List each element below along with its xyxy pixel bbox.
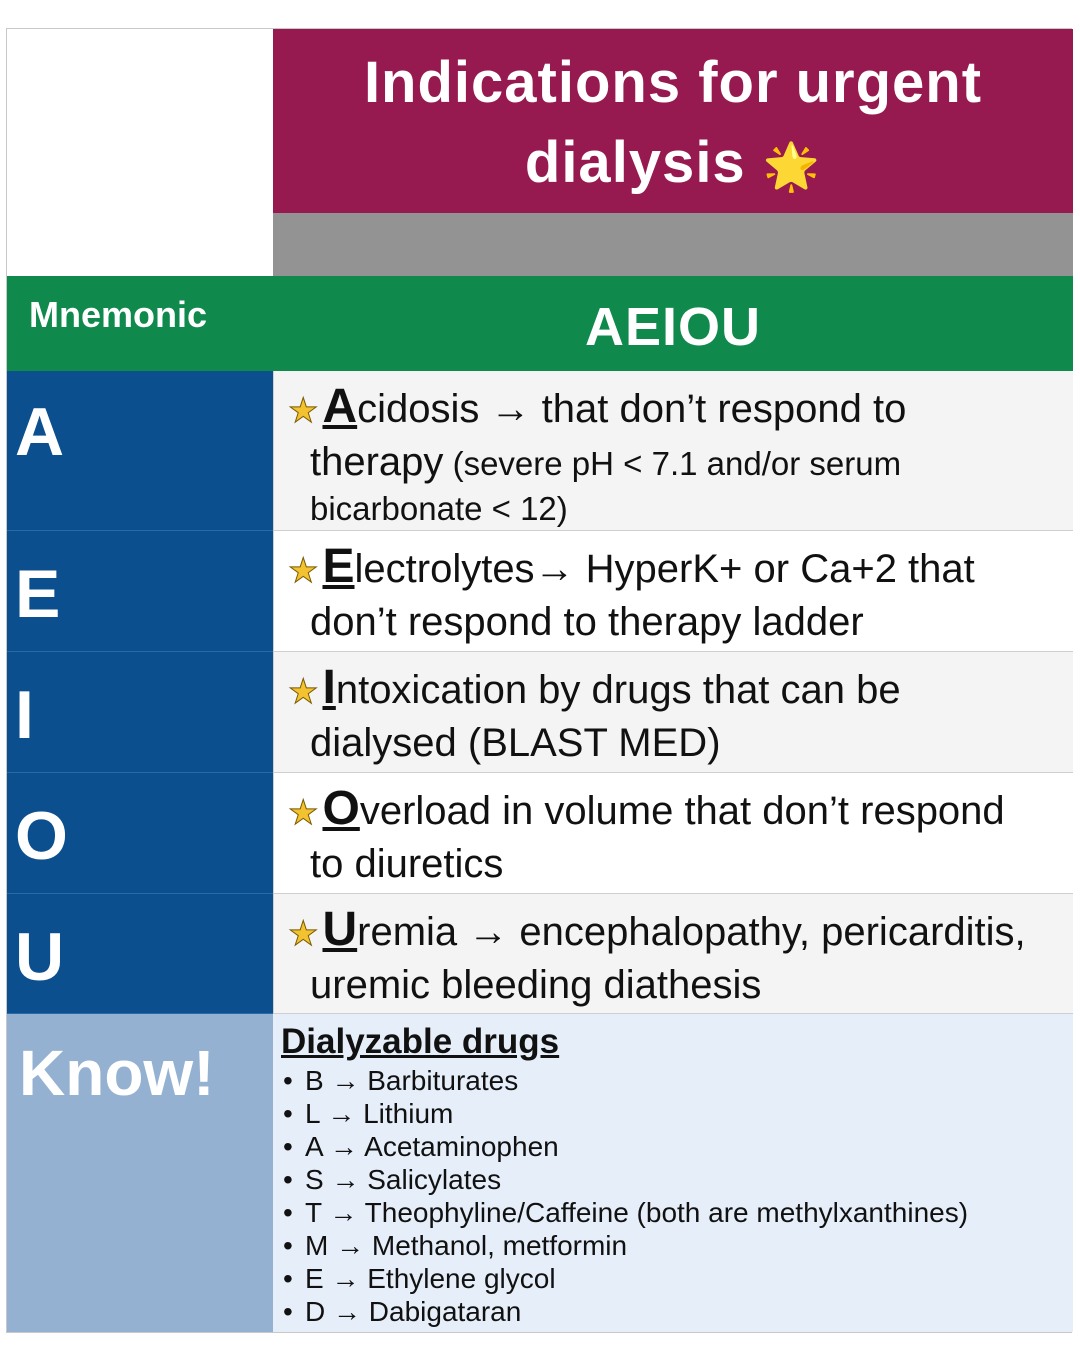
drug-item-text: L → Lithium [305,1098,454,1129]
drug-item-text: S → Salicylates [305,1164,502,1195]
list-item: • B → Barbiturates [283,1065,519,1096]
drugs-heading: Dialyzable drugs [281,1022,560,1061]
row-electrolytes [273,531,1073,652]
dialysis-table [6,28,1072,1333]
letter-e: E [7,531,273,652]
list-item: • D → Dabigataran [283,1296,522,1327]
row-line2: don’t respond to therapy ladder [310,600,864,644]
row-initial: U [322,903,358,956]
drug-item-text: E → Ethylene glycol [305,1263,556,1294]
star-icon: ★ [288,673,319,711]
letter-i: I [7,652,273,773]
title-line-2-text: dialysis [524,130,746,195]
row-initial: O [322,782,360,835]
row-overload [273,773,1073,894]
star-icon: ★ [288,794,319,832]
letter-a: A [7,371,273,531]
list-item: • M → Methanol, metformin [283,1230,628,1261]
mnemonic-value: AEIOU [273,276,1073,371]
drug-item-text: D → Dabigataran [305,1296,522,1327]
row-intoxication [273,652,1073,773]
row-line2: therapy [310,440,444,484]
title-line-1: Indications for urgent [363,50,983,115]
dialyzable-drugs [273,1014,1073,1332]
list-item: • S → Salicylates [283,1164,502,1195]
star-icon: ★ [288,915,319,953]
row-line2: uremic bleeding diathesis [310,963,762,1007]
row-line1: ntoxication by drugs that can be [335,668,901,712]
drug-item-text: B → Barbiturates [305,1065,519,1096]
row-line3-small: bicarbonate < 12) [310,490,568,527]
blank-corner [7,29,273,276]
star-icon: ★ [288,552,319,590]
row-line1: remia → encephalopathy, pericarditis, [357,910,1026,954]
list-item: • L → Lithium [283,1098,454,1129]
list-item: • E → Ethylene glycol [283,1263,556,1294]
row-line1: lectrolytes→ HyperK+ or Ca+2 that [354,547,975,591]
title-line-2 [273,123,1073,206]
drug-list [281,1064,1073,1328]
row-acidosis [273,371,1073,531]
letter-o: O [7,773,273,894]
list-item: • T → Theophyline/Caffeine (both are methylxanthines) [283,1197,969,1228]
letter-u: U [7,894,273,1014]
row-line1: verload in volume that don’t respond [359,789,1005,833]
page-title [273,29,1073,213]
drug-item-text: M → Methanol, metformin [305,1230,628,1261]
mnemonic-label: Mnemonic [7,276,273,371]
row-line2-small: (severe pH < 7.1 and/or serum [443,445,902,482]
row-uremia [273,894,1073,1014]
row-initial: I [322,661,336,714]
list-item: • A → Acetaminophen [283,1131,559,1162]
drug-item-text: A → Acetaminophen [305,1131,559,1162]
row-initial: E [322,540,355,593]
star-icon: ★ [288,392,319,430]
know-label: Know! [7,1014,273,1332]
row-line2: dialysed (BLAST MED) [310,721,721,765]
row-line1: cidosis → that don’t respond to [357,387,907,431]
sparkle-star-icon: 🌟 [762,140,822,192]
grey-divider [273,213,1073,276]
drug-item-text: T → Theophyline/Caffeine (both are methylxanthines) [305,1197,969,1228]
row-initial: A [322,380,358,433]
row-line2: to diuretics [310,842,504,886]
